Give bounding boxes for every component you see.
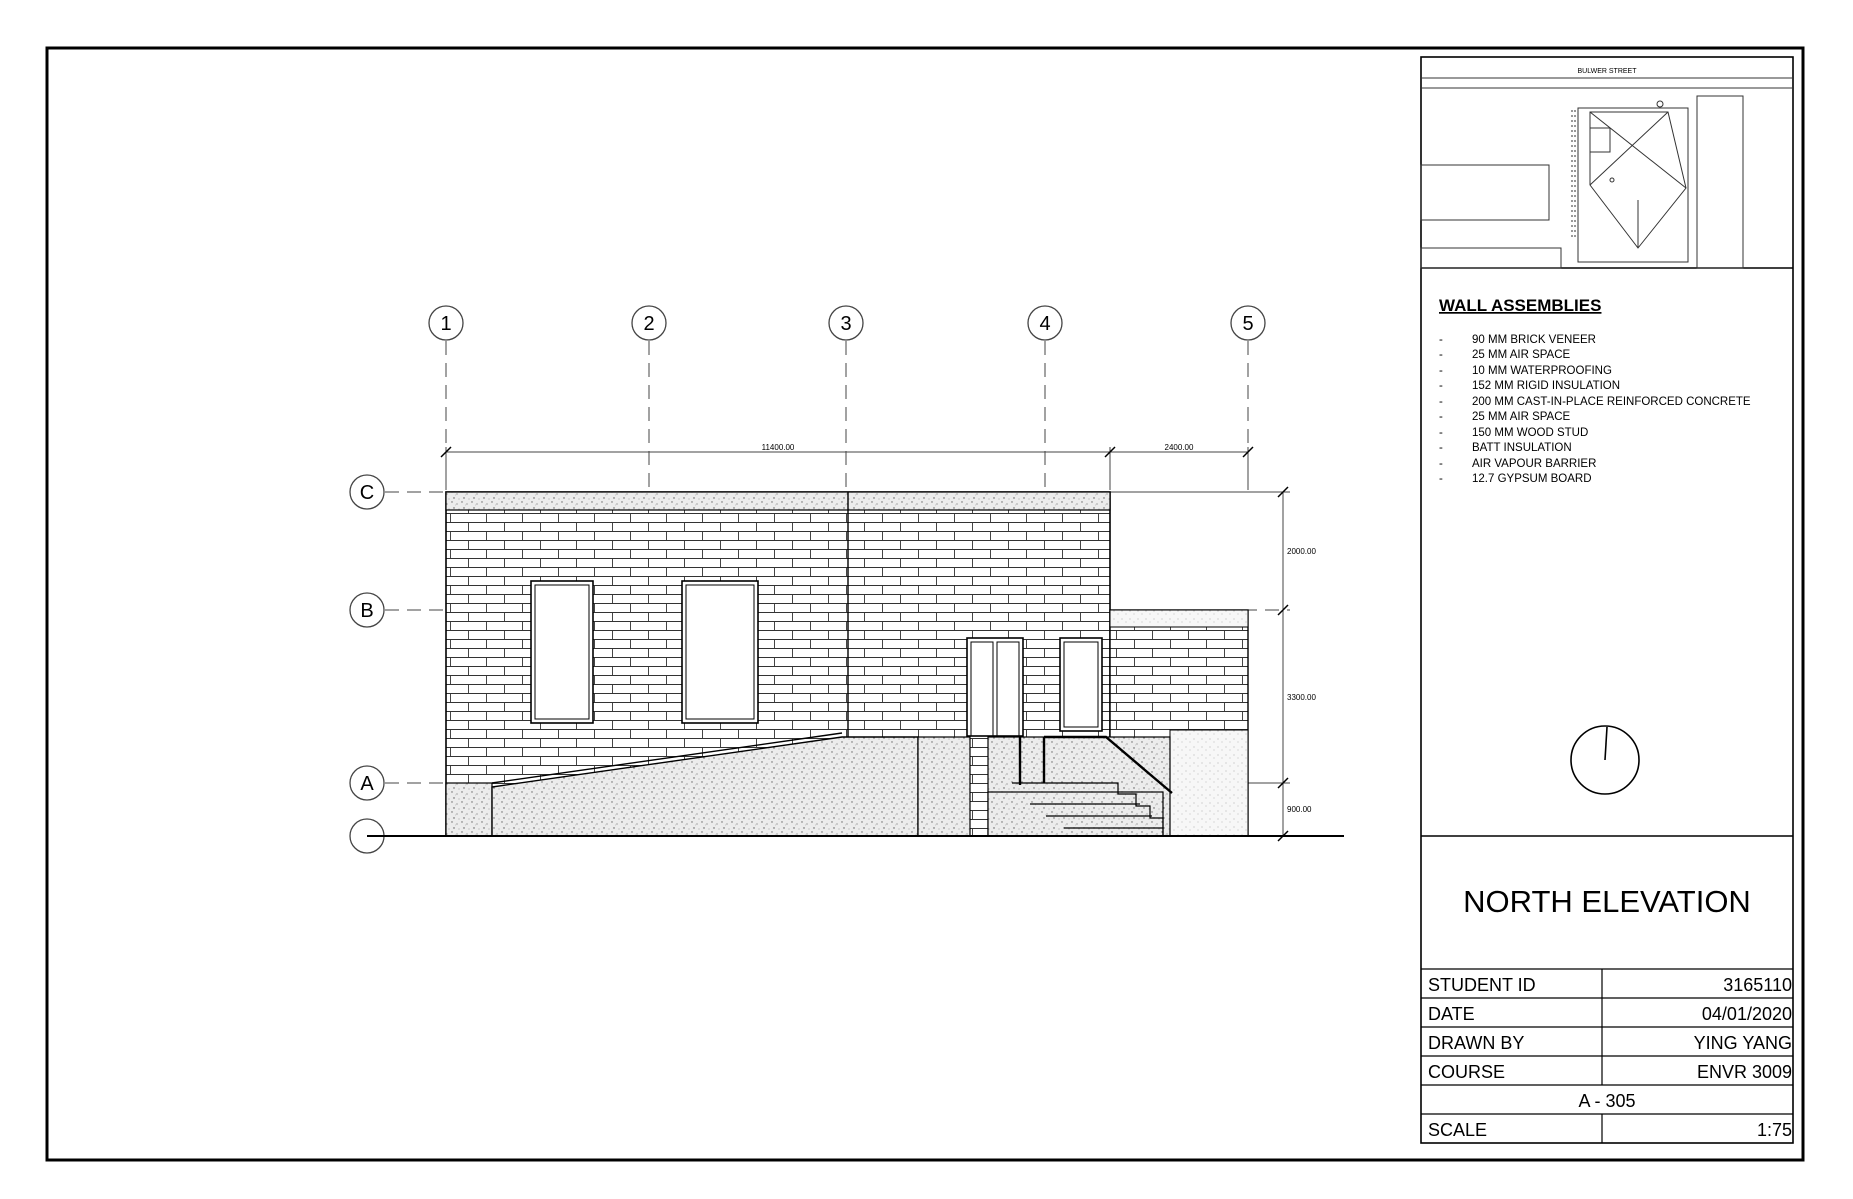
entry-landing (918, 737, 970, 836)
window-3 (1060, 638, 1102, 731)
dimension-upper-height: 2000.00 (1287, 547, 1316, 556)
wall-assemblies-heading: WALL ASSEMBLIES (1439, 296, 1602, 315)
wall-assembly-item: AIR VAPOUR BARRIER (1472, 458, 1597, 470)
entry-door (967, 638, 1023, 736)
dimension-side-width: 2400.00 (1164, 443, 1194, 452)
wall-assembly-item: 200 MM CAST-IN-PLACE REINFORCED CONCRETE (1472, 396, 1751, 408)
list-bullet: - (1439, 349, 1443, 361)
wall-assembly-item: 150 MM WOOD STUD (1472, 427, 1589, 439)
elevation-drawing (350, 306, 1344, 853)
wall-assembly-item: 25 MM AIR SPACE (1472, 349, 1571, 361)
wall-assembly-item: 152 MM RIGID INSULATION (1472, 380, 1621, 392)
list-bullet: - (1439, 365, 1443, 377)
dimension-middle-height: 3300.00 (1287, 693, 1316, 702)
list-bullet: - (1439, 427, 1443, 439)
list-bullet: - (1439, 411, 1443, 423)
grid-bubble-1 (429, 306, 463, 340)
grid-bubble-3 (829, 306, 863, 340)
foundation-left (446, 783, 492, 836)
wall-assembly-item: BATT INSULATION (1472, 442, 1572, 454)
scale-value: 1:75 (1756, 1120, 1792, 1140)
wall-assembly-item: 10 MM WATERPROOFING (1472, 365, 1612, 377)
date-label: DATE (1428, 1004, 1475, 1024)
grid-bubble-b (350, 593, 384, 627)
grid-label-2: 2 (643, 313, 655, 335)
window-1 (531, 581, 593, 723)
list-bullet: - (1439, 473, 1443, 485)
course-label: COURSE (1428, 1062, 1506, 1082)
scale-label: SCALE (1428, 1120, 1488, 1140)
grid-label-1: 1 (440, 313, 452, 335)
list-bullet: - (1439, 334, 1443, 346)
site-street-label: BULWER STREET (1577, 68, 1637, 75)
title-panel (1421, 57, 1793, 1143)
student-id-label: STUDENT ID (1428, 975, 1536, 995)
list-bullet: - (1439, 442, 1443, 454)
site-plan (1421, 68, 1793, 268)
grid-bubble-4 (1028, 306, 1062, 340)
grid-label-a: A (360, 773, 374, 795)
wall-assembly-item: 90 MM BRICK VENEER (1472, 334, 1596, 346)
grid-label-5: 5 (1242, 313, 1254, 335)
annex-coping (1110, 610, 1248, 627)
list-bullet: - (1439, 396, 1443, 408)
window-2 (682, 581, 758, 723)
date-value: 04/01/2020 (1701, 1004, 1792, 1024)
parapet-coping (446, 492, 1110, 510)
grid-bubble-a (350, 766, 384, 800)
student-id-value: 3165110 (1723, 975, 1792, 995)
grid-label-c: C (359, 482, 375, 504)
wall-assembly-item: 25 MM AIR SPACE (1472, 411, 1571, 423)
drawing-title: NORTH ELEVATION (1463, 884, 1751, 919)
grid-bubble-2 (632, 306, 666, 340)
wall-assembly-item: 12.7 GYPSUM BOARD (1472, 473, 1592, 485)
drawn-by-value: YING YANG (1693, 1033, 1792, 1053)
wall-assemblies-list (1439, 334, 1751, 485)
drawn-by-label: DRAWN BY (1428, 1033, 1525, 1053)
grid-column-lines (446, 341, 1248, 490)
horizontal-dimension (441, 443, 1253, 490)
grid-label-3: 3 (840, 313, 852, 335)
annex-base (1170, 730, 1248, 836)
dimension-lower-height: 900.00 (1287, 805, 1312, 814)
sheet-number: A - 305 (1578, 1091, 1636, 1111)
grid-bubble-5 (1231, 306, 1265, 340)
list-bullet: - (1439, 458, 1443, 470)
grid-bubble-c (350, 475, 384, 509)
grid-label-b: B (360, 600, 374, 622)
list-bullet: - (1439, 380, 1443, 392)
dimension-main-width: 11400.00 (761, 443, 795, 452)
course-value: ENVR 3009 (1696, 1062, 1792, 1082)
north-arrow-icon (1571, 726, 1639, 794)
title-block-table (1421, 969, 1793, 1143)
grid-label-4: 4 (1039, 313, 1051, 335)
